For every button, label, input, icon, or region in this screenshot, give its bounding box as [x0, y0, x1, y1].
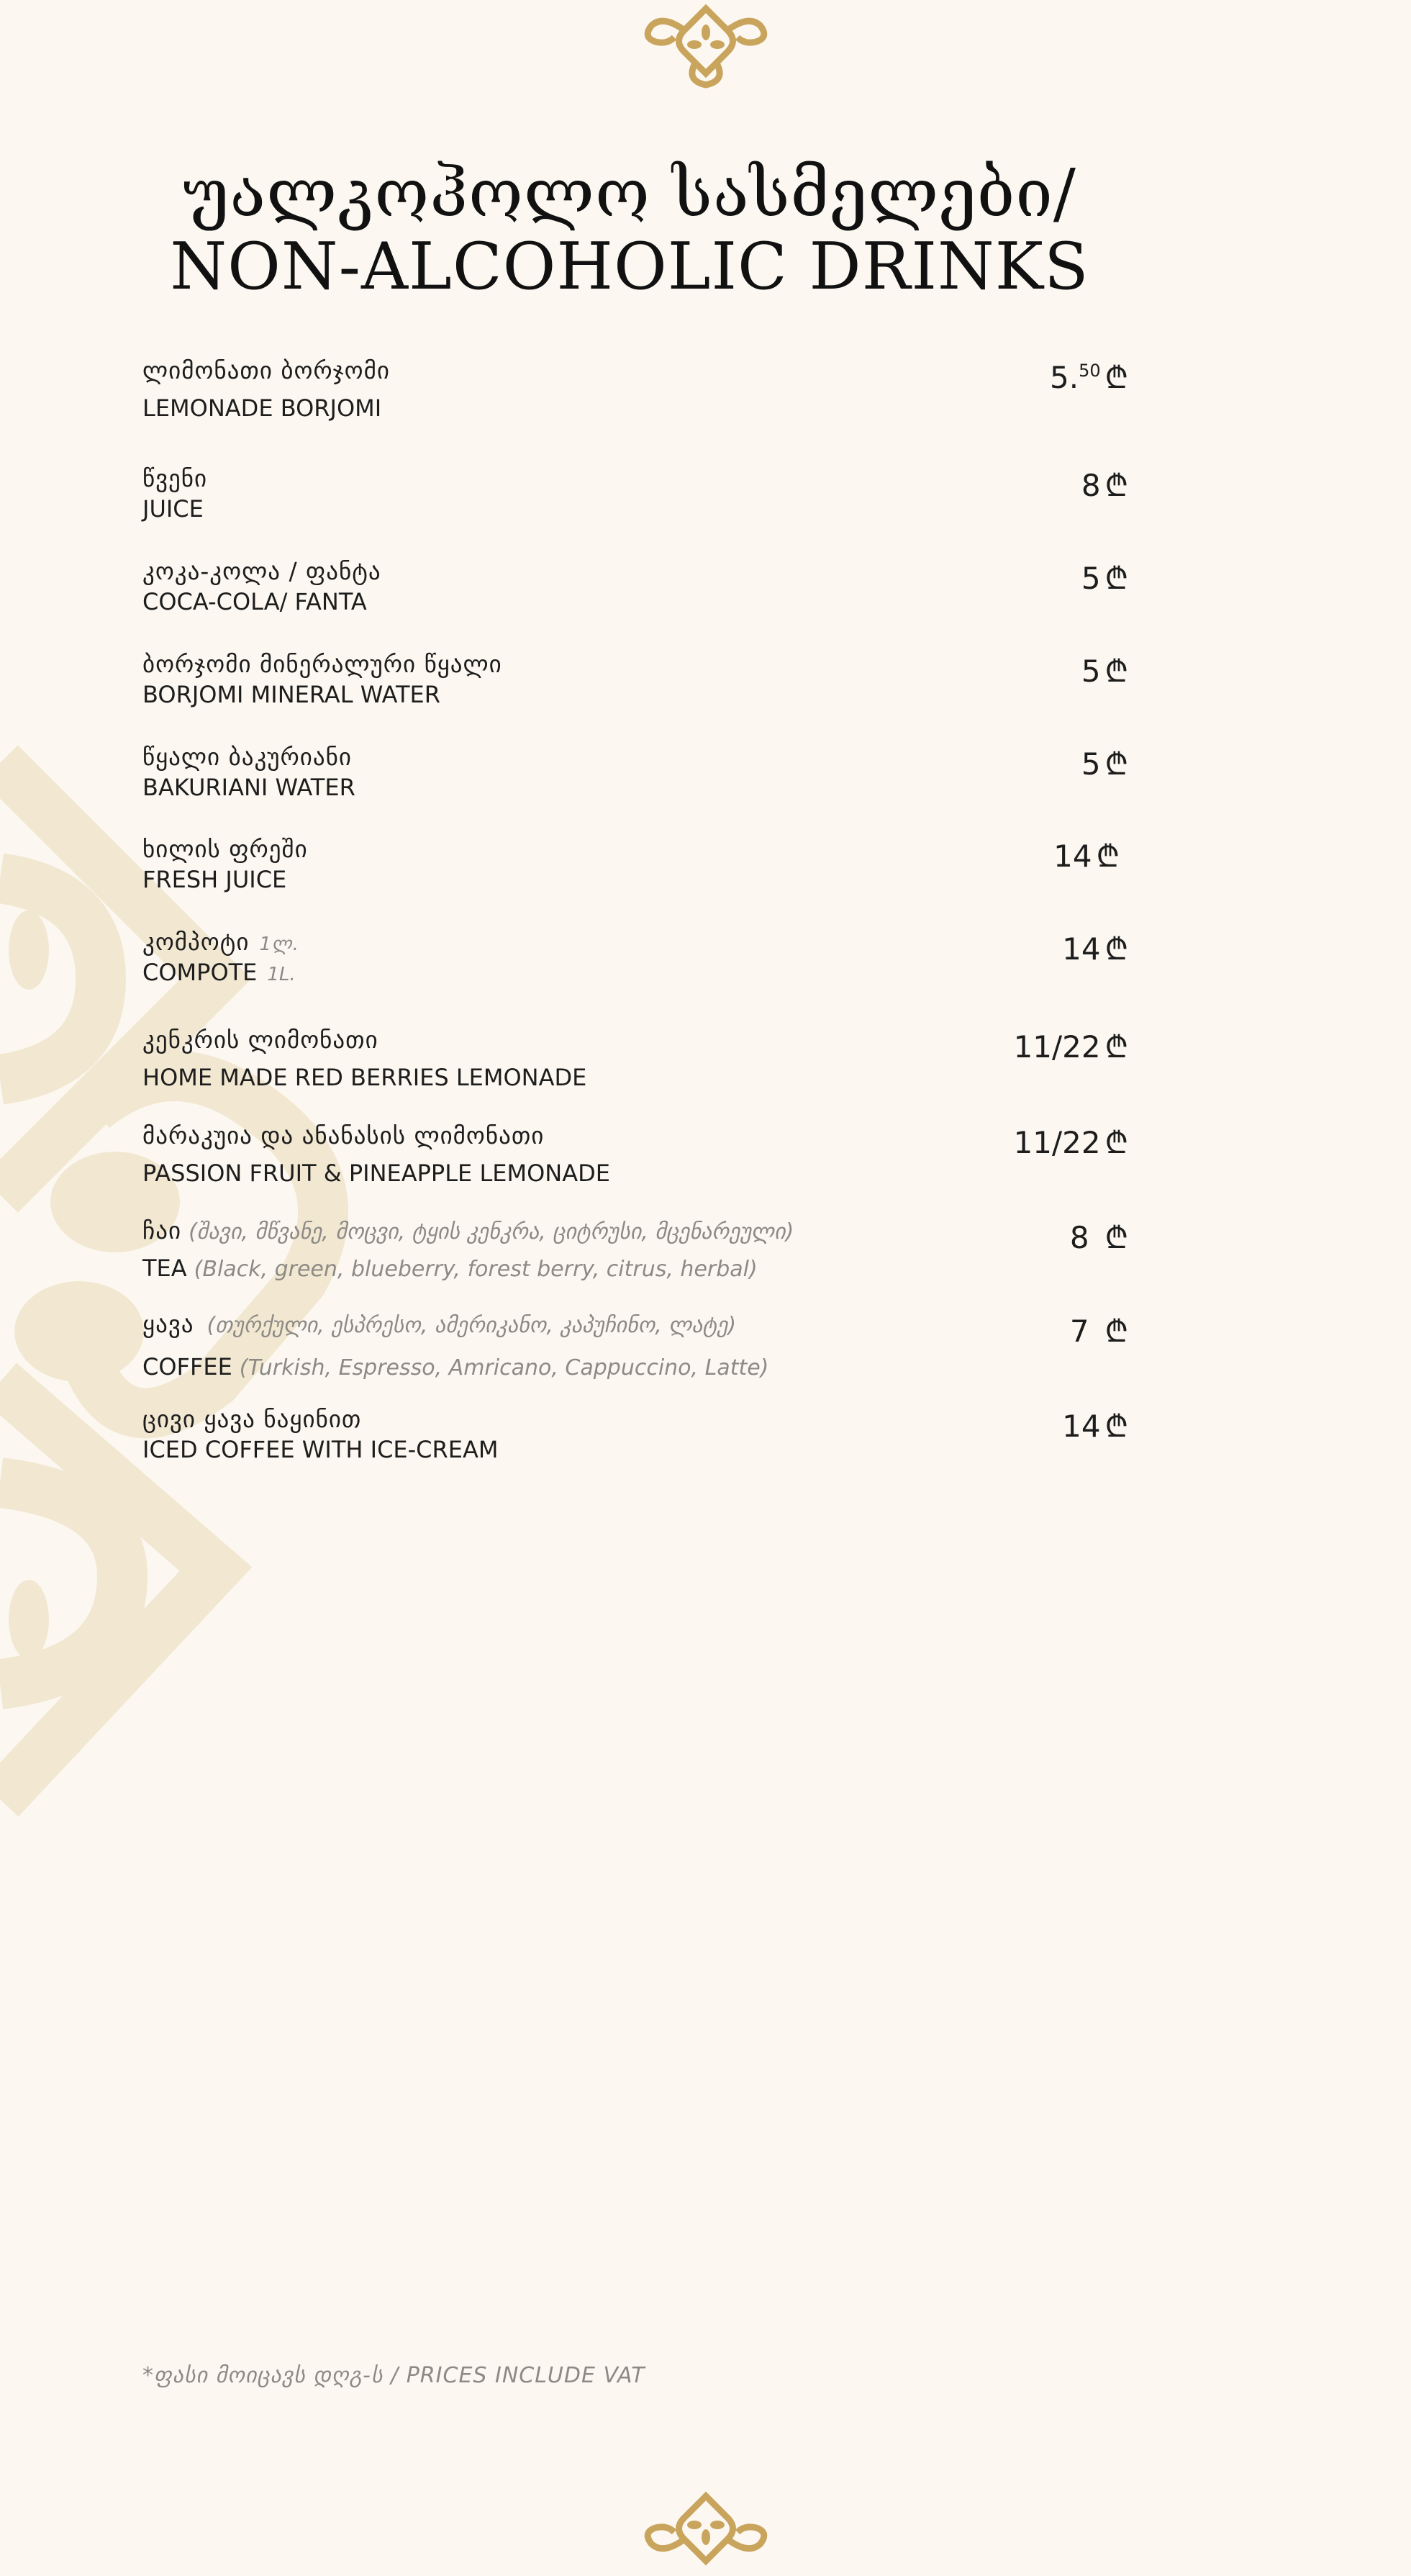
item-price: 5.50 ₾: [1049, 360, 1128, 395]
item-name-georgian: ყავა (თურქული, ესპრესო, ამერიკანო, კაპუჩინო, ლატე): [142, 1310, 737, 1338]
item-name-english: COFFEE (Turkish, Espresso, Amricano, Cappuccino, Latte): [142, 1353, 769, 1380]
item-name-english: HOME MADE RED BERRIES LEMONADE: [142, 1064, 587, 1091]
item-price: 11/22 ₾: [1013, 1029, 1128, 1065]
item-price: 8 ₾: [1069, 1220, 1128, 1255]
item-size-georgian: 1ლ.: [259, 934, 299, 955]
item-price: 5 ₾: [1081, 654, 1128, 689]
item-note-georgian: (შავი, მწვანე, მოცვი, ტყის კენკრა, ციტრუსი, მცენარეული): [189, 1219, 794, 1244]
item-name-georgian: წყალი ბაკურიანი: [142, 743, 352, 771]
item-price: 5 ₾: [1081, 746, 1128, 782]
item-name-georgian: კომპოტი 1ლ.: [142, 928, 299, 956]
item-name-english: BAKURIANI WATER: [142, 774, 355, 801]
vat-note: *ფასი მოიცავს დღგ-ს / PRICES INCLUDE VAT: [142, 2363, 645, 2388]
item-price: 8 ₾: [1081, 468, 1128, 503]
item-price: 11/22 ₾: [1013, 1125, 1128, 1160]
bottom-ornament-icon: [641, 2490, 771, 2576]
item-name-english: TEA (Black, green, blueberry, forest berry, citrus, herbal): [142, 1255, 758, 1282]
item-name-georgian: წვენი: [142, 464, 208, 492]
item-name-english: COMPOTE 1L.: [142, 959, 296, 986]
menu-item: [142, 1310, 1128, 1389]
item-size-english: 1L.: [267, 964, 296, 985]
menu-item: [142, 356, 1128, 435]
item-name-english: ICED COFFEE WITH ICE-CREAM: [142, 1436, 499, 1463]
item-name-georgian: ჩაი (შავი, მწვანე, მოცვი, ტყის კენკრა, ციტრუსი, მცენარეული): [142, 1216, 794, 1244]
item-name-georgian: კოკა-კოლა / ფანტა: [142, 557, 381, 585]
item-name-english: COCA-COLA/ FANTA: [142, 588, 367, 615]
item-name-georgian: ლიმონათი ბორჯომი: [142, 356, 390, 384]
item-note-georgian: (თურქული, ესპრესო, ამერიკანო, კაპუჩინო, ლატე): [207, 1313, 737, 1338]
item-price: 14 ₾: [1062, 931, 1128, 967]
menu-item: [142, 464, 1128, 543]
menu-item: [142, 835, 1128, 914]
item-name-english: JUICE: [142, 495, 204, 523]
menu-item: [142, 743, 1128, 822]
item-price: 7 ₾: [1069, 1314, 1128, 1349]
menu-item: [142, 1121, 1128, 1201]
item-price: 14 ₾: [1053, 839, 1120, 874]
menu-item: [142, 1216, 1128, 1296]
item-name-english: BORJOMI MINERAL WATER: [142, 681, 440, 708]
menu-item: [142, 1026, 1128, 1105]
menu-item: [142, 557, 1128, 636]
top-ornament-icon: [641, 0, 771, 90]
item-price: 5 ₾: [1081, 561, 1128, 596]
item-name-english: LEMONADE BORJOMI: [142, 394, 382, 422]
menu-item: [142, 928, 1128, 1007]
page-title-georgian: უალკოჰოლო სასმელები/: [183, 155, 1076, 232]
item-name-georgian: ხილის ფრეში: [142, 835, 308, 863]
page-title-english: NON-ALCOHOLIC DRINKS: [170, 229, 1089, 304]
item-name-georgian: ბორჯომი მინერალური წყალი: [142, 650, 502, 678]
item-name-georgian: ცივი ყავა ნაყინით: [142, 1405, 362, 1433]
item-name-georgian: კენკრის ლიმონათი: [142, 1026, 378, 1054]
item-note-english: (Black, green, blueberry, forest berry, citrus, herbal): [194, 1257, 758, 1282]
item-note-english: (Turkish, Espresso, Amricano, Cappuccino, Latte): [239, 1355, 769, 1380]
item-name-english: PASSION FRUIT & PINEAPPLE LEMONADE: [142, 1160, 610, 1187]
menu-item: [142, 650, 1128, 729]
menu-item: [142, 1405, 1128, 1484]
item-name-georgian: მარაკუია და ანანასის ლიმონათი: [142, 1121, 545, 1149]
item-name-english: FRESH JUICE: [142, 866, 287, 893]
item-price: 14 ₾: [1062, 1409, 1128, 1444]
